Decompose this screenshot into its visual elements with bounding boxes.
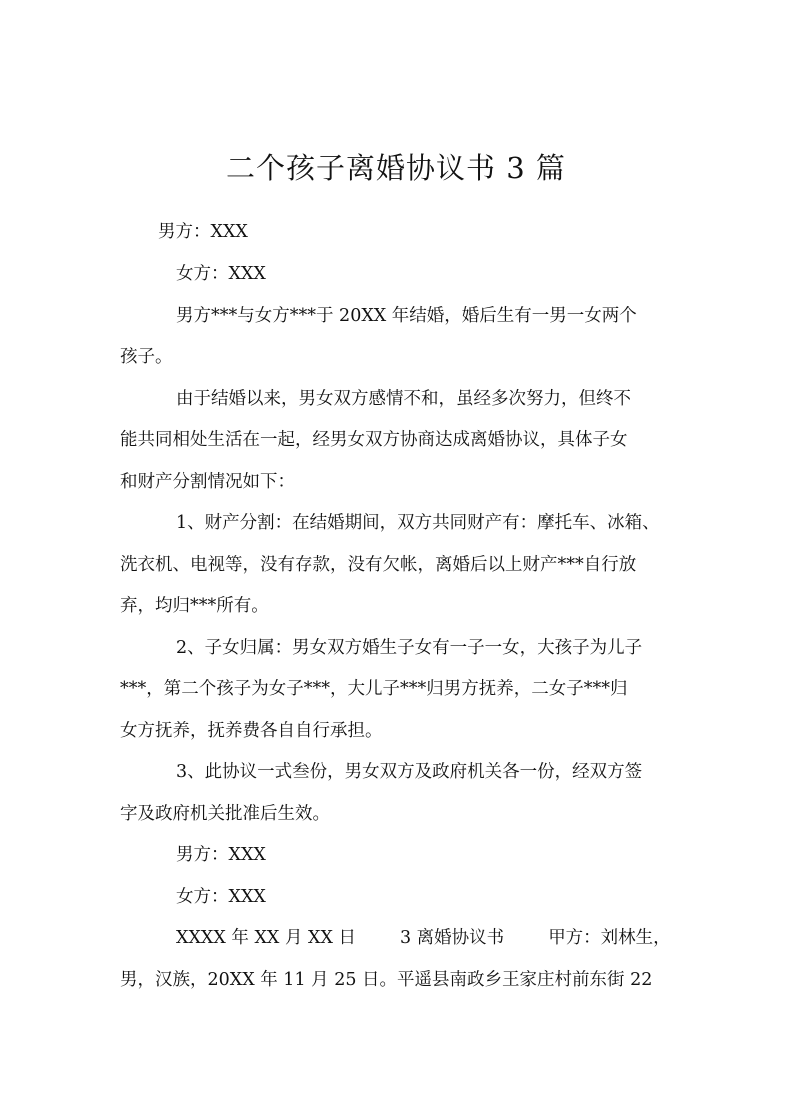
- date-line: [176, 926, 671, 950]
- paragraph-line: 男，汉族，20XX 年 11 月 25 日。平遥县南政乡王家庄村前东街 22: [120, 970, 653, 990]
- paragraph-line: 女方抚养，抚养费各自自行承担。: [120, 721, 383, 741]
- husband-line: 男方：XXX: [158, 222, 248, 242]
- paragraph-line: 由于结婚以来，男女双方感情不和，虽经多次努力，但终不: [176, 389, 631, 409]
- paragraph-line: 和财产分割情况如下：: [120, 472, 295, 492]
- paragraph-line: 男方***与女方***于 20XX 年结婚，婚后生有一男一女两个: [176, 306, 637, 326]
- paragraph-line: 弃，均归***所有。: [120, 596, 269, 616]
- wife-line: 女方：XXX: [176, 264, 266, 284]
- paragraph-line: 孩子。: [120, 347, 173, 367]
- document-title: 二个孩子离婚协议书 3 篇: [226, 151, 566, 185]
- paragraph-line: ***，第二个孩子为女子***，大儿子***归男方抚养，二女子***归: [120, 679, 628, 699]
- party-a-text: 甲方：刘林生，: [548, 928, 671, 948]
- paragraph-line: 能共同相处生活在一起，经男女双方协商达成离婚协议，具体子女: [120, 430, 628, 450]
- paragraph-line: 字及政府机关批准后生效。: [120, 804, 330, 824]
- wife-signature-line: 女方：XXX: [176, 887, 266, 907]
- husband-signature-line: 男方：XXX: [176, 845, 266, 865]
- clause-children: 2、子女归属：男女双方婚生子女有一子一女，大孩子为儿子: [176, 638, 643, 658]
- date-text: XXXX 年 XX 月 XX 日: [176, 928, 356, 948]
- clause-copies: 3、此协议一式叁份，男女双方及政府机关各一份，经双方签: [176, 762, 643, 782]
- paragraph-line: 洗衣机、电视等，没有存款，没有欠帐，离婚后以上财产***自行放: [120, 555, 637, 575]
- next-agreement-heading: 3 离婚协议书: [399, 928, 505, 948]
- clause-property: 1、财产分割：在结婚期间，双方共同财产有：摩托车、冰箱、: [176, 513, 660, 533]
